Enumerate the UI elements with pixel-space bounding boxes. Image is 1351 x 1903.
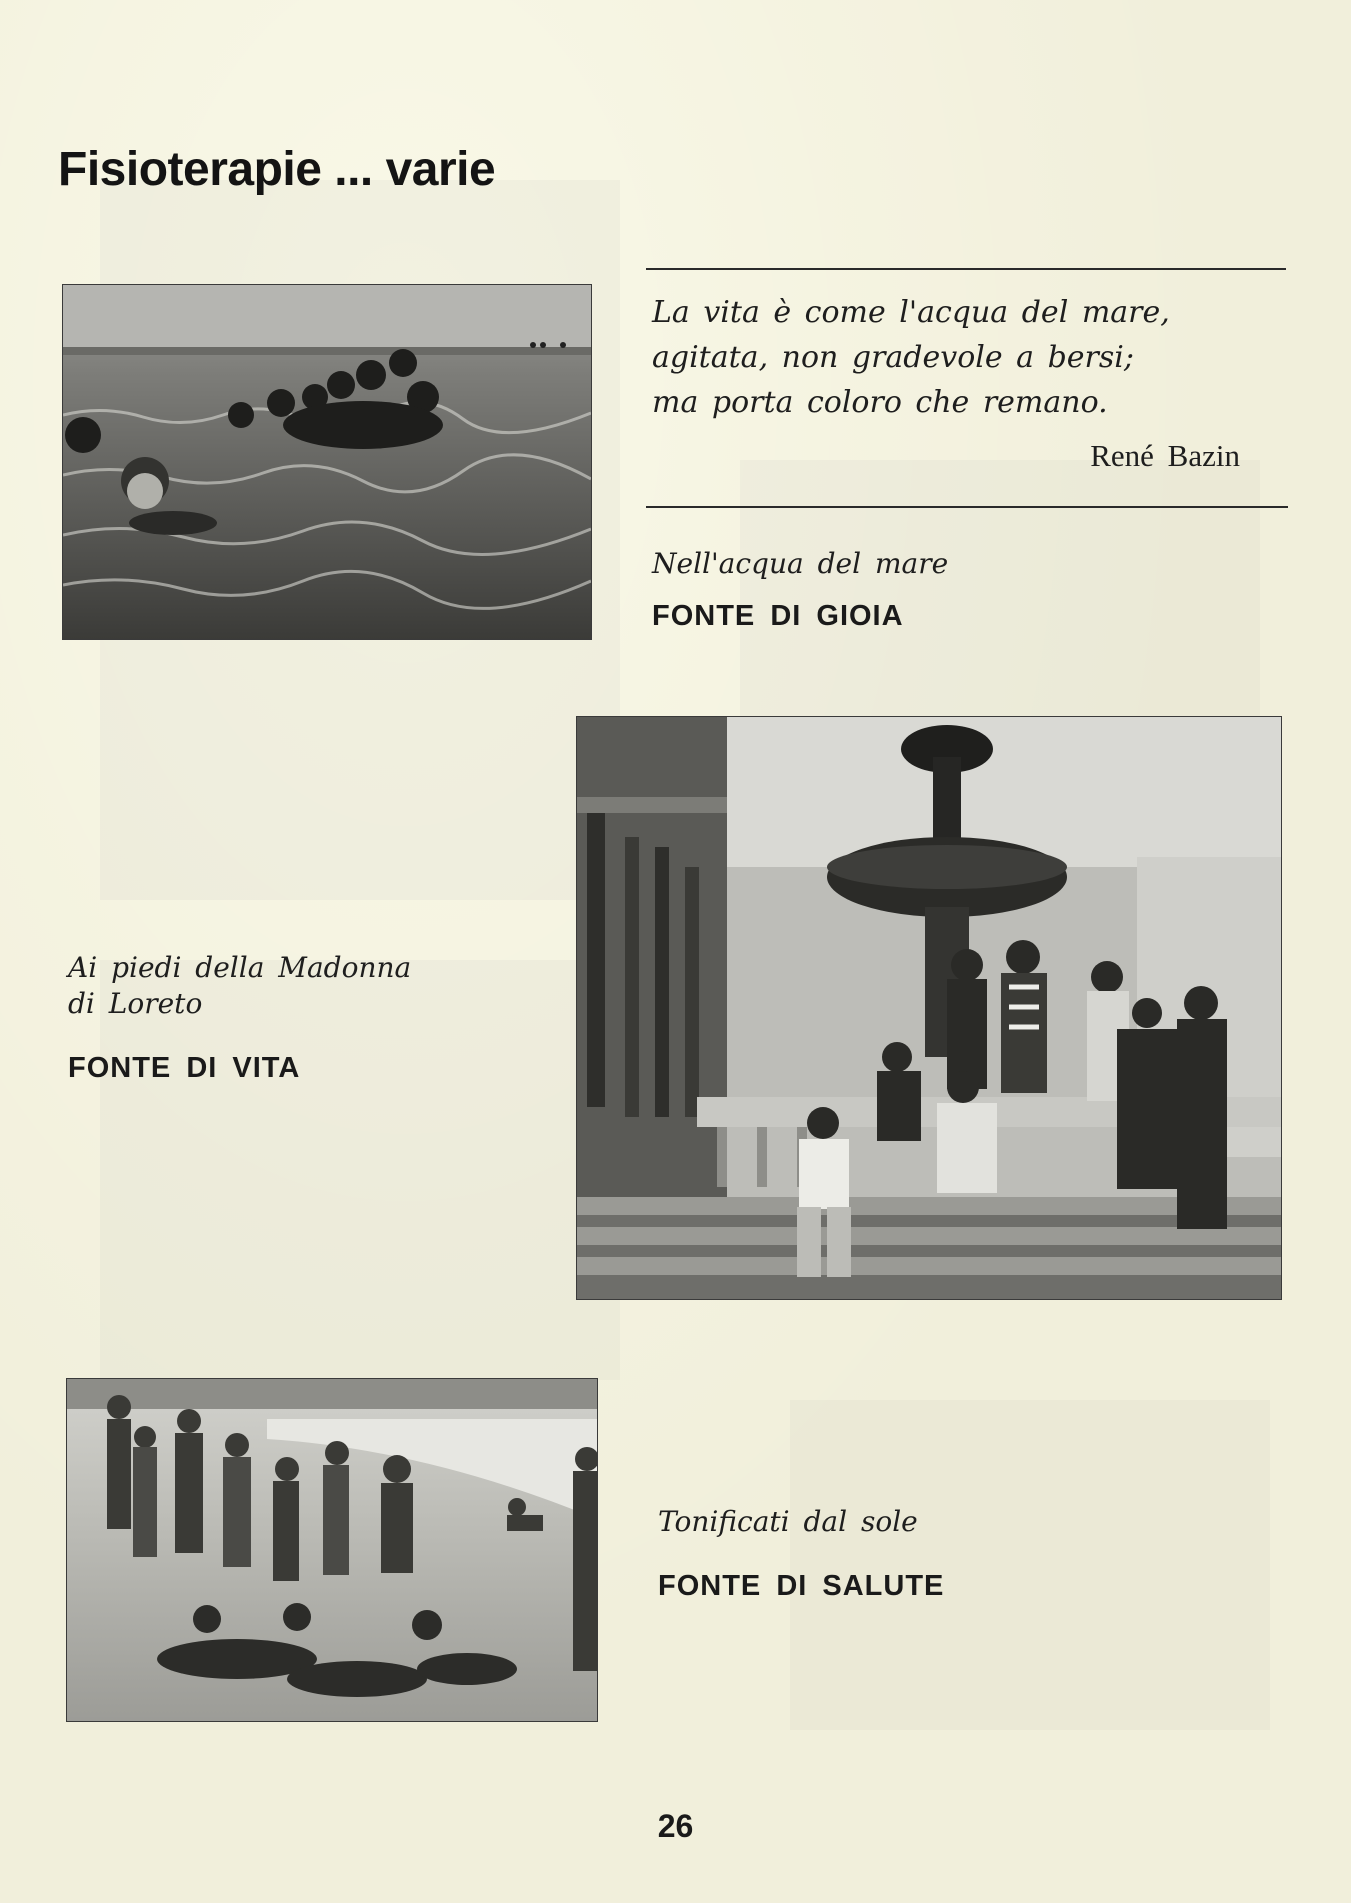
bleed-through-shadow — [100, 960, 620, 1380]
page-number: 26 — [657, 1808, 694, 1844]
section-heading: FONTE DI SALUTE — [658, 1570, 945, 1602]
section-heading: FONTE DI GIOIA — [652, 600, 904, 632]
section-caption-italic: Tonificati dal sole — [658, 1505, 918, 1538]
section-caption-italic: di Loreto — [68, 987, 203, 1020]
quote-line: La vita è come l'acqua del mare, — [652, 295, 1170, 330]
quote-author: René Bazin — [1090, 438, 1240, 473]
quote-line: agitata, non gradevole a bersi; — [652, 340, 1134, 375]
swimmers-in-sea-photo — [62, 284, 592, 640]
bleed-through-shadow — [790, 1400, 1270, 1730]
group-on-beach-photo — [66, 1378, 598, 1722]
quote-bottom-rule — [646, 506, 1288, 508]
quote-line: ma porta coloro che remano. — [652, 385, 1108, 420]
quote-text — [652, 290, 1252, 425]
section-heading: FONTE DI VITA — [68, 1052, 301, 1084]
section-caption-italic: Nell'acqua del mare — [652, 547, 949, 580]
page-title: Fisioterapie ... varie — [58, 143, 496, 196]
group-at-fountain-photo — [576, 716, 1282, 1300]
quote-top-rule — [646, 268, 1286, 270]
section-caption-italic: Ai piedi della Madonna — [68, 951, 412, 984]
